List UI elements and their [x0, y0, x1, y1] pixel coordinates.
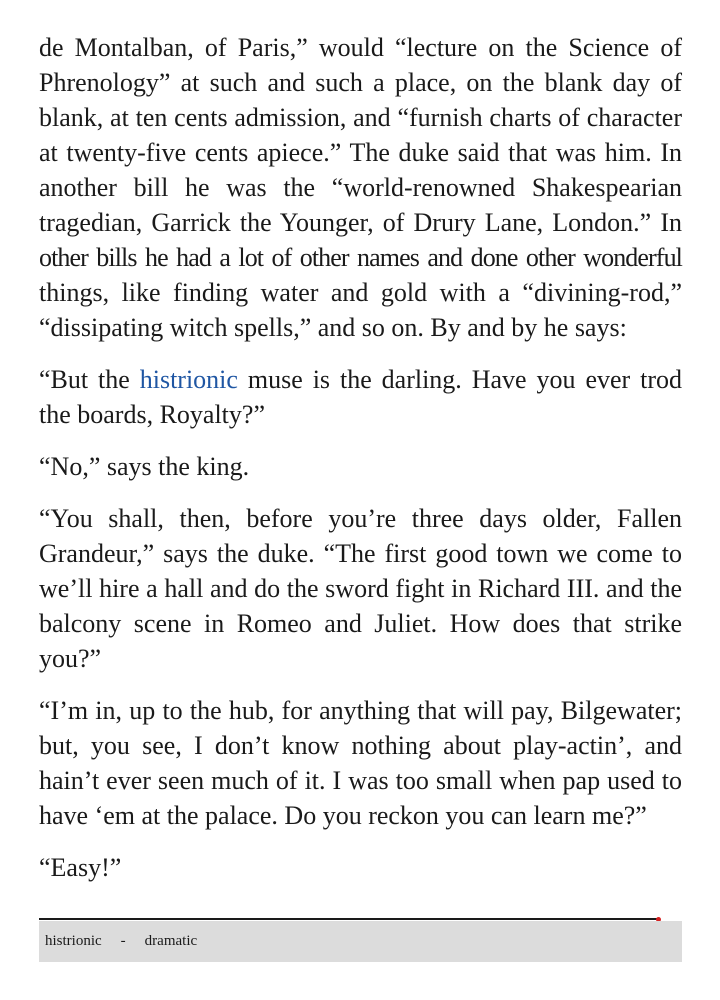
glossary-definition: dramatic: [144, 933, 198, 949]
reading-page: [39, 30, 682, 902]
paragraph-histrionic-before: “But the: [39, 365, 140, 394]
paragraph-histrionic: [39, 362, 682, 432]
paragraph-duke-offer: “You shall, then, before you’re three days older, Fallen Grandeur,” says the duke. “The first good town we come to we’ll hire a hall and do the sword fight in Richard III. and the balcony scene in Romeo and Juliet. How does that strike you?”: [39, 504, 682, 673]
glossary-separator: -: [120, 933, 126, 949]
paragraph-histrionic-after: muse is the darling. Have you ever trod the boards, Royalty?”: [39, 365, 682, 429]
paragraph-king-response: “I’m in, up to the hub, for anything that will pay, Bilgewater; but, you see, I don’t know nothing about play-actin’, and hain’t ever seen much of it. I was too small when pap used to have ‘em at the palace. Do you reckon you can learn me?”: [39, 696, 682, 830]
paragraph-1-part-c: things, like finding water and gold with a “divining-rod,” “dissipating witch spells,” and so on. By and by he says:: [39, 278, 682, 342]
paragraph-king-reply: “No,” says the king.: [39, 452, 250, 481]
glossary-word: histrionic: [45, 933, 102, 949]
paragraph-1-part-b: other bills he had a lot of other names and done other wonderful: [39, 243, 682, 272]
paragraph-1: [39, 30, 682, 345]
highlighted-vocab-word[interactable]: histrionic: [139, 365, 238, 394]
footer-divider: [39, 918, 657, 920]
paragraph-1-part-a: de Montalban, of Paris,” would “lecture on the Science of Phrenology” at such and such a place, on the blank day of blank, at ten cents admission, and “furnish charts of character at twenty-five cents apiece.” The duke said that was him. In another bill he was the “world-renowned Shakespearian tragedian, Garrick the Younger, of Drury Lane, London.” In: [39, 33, 682, 237]
paragraph-easy: “Easy!”: [39, 853, 122, 882]
glossary-bar: [39, 921, 682, 962]
